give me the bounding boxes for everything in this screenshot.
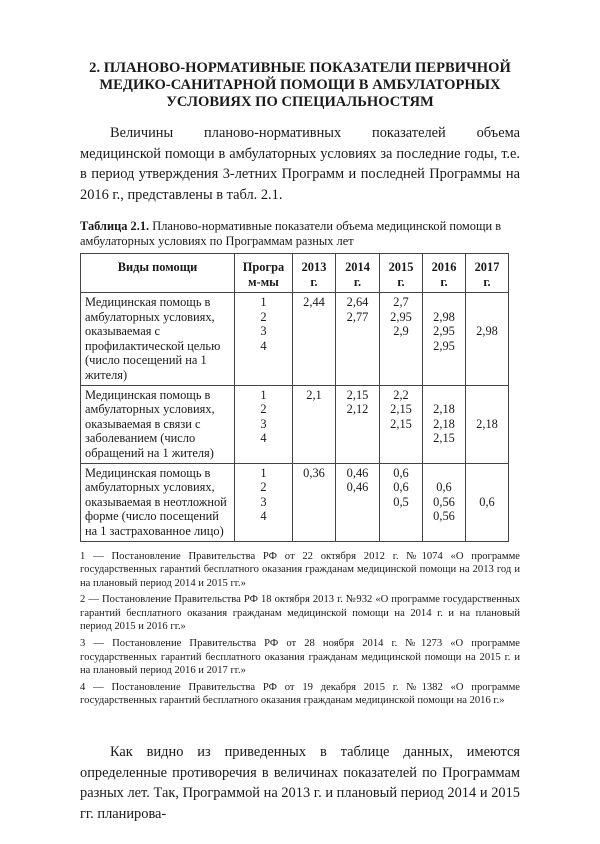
footnote: 1 — Постановление Правительства РФ от 22 октября 2012 г. №1074 «О программе государственных гарантий бесплатного оказания гражданам медицинской помощи на 2013 год и на плановый период 2014 и 2015 гг.» <box>80 550 520 589</box>
cell-2017: 2,98 <box>466 293 509 386</box>
table-row <box>81 463 509 541</box>
cell-2017: 2,18 <box>466 385 509 463</box>
cell-2015: 0,6 0,6 0,5 <box>380 463 423 541</box>
header-2017: 2017 г. <box>466 254 509 293</box>
cell-2015: 2,2 2,15 2,15 <box>380 385 423 463</box>
cell-2016: 0,6 0,56 0,56 <box>423 463 466 541</box>
table-header-row <box>81 254 509 293</box>
cell-type: Медицинская помощь в амбулаторных условиях, оказываемая в связи с заболеванием (число обращений на 1 жителя) <box>81 385 235 463</box>
cell-programs: 1 2 3 4 <box>235 385 293 463</box>
footnote: 3 — Постановление Правительства РФ от 28 ноября 2014 г. №1273 «О программе государственных гарантий бесплатного оказания гражданам медицинской помощи на 2015 г. и на плановый период 2016 и 2017 гг.» <box>80 638 520 677</box>
cell-2013: 2,1 <box>293 385 336 463</box>
header-2016: 2016 г. <box>423 254 466 293</box>
table-row <box>81 293 509 386</box>
closing-paragraph: Как видно из приведенных в таблице данных, имеются определенные противоречия в величинах показателей по Программам разных лет. Так, Программой на 2013 г. и плановый период 2014 и 2015 гг. планирова- <box>80 744 520 822</box>
footnote: 4 — Постановление Правительства РФ от 19 декабря 2015 г. №1382 «О программе государственных гарантий бесплатного оказания гражданам медицинской помощи на 2016 г.» <box>80 681 520 707</box>
cell-2016: 2,98 2,95 2,95 <box>423 293 466 386</box>
header-2015: 2015 г. <box>380 254 423 293</box>
cell-type: Медицинская помощь в амбулаторных условиях, оказываемая в неотложной форме (число посещений на 1 застрахованное лицо) <box>81 463 235 541</box>
cell-programs: 1 2 3 4 <box>235 293 293 386</box>
table-caption-label: Таблица 2.1. <box>80 219 150 233</box>
table-caption <box>80 219 520 249</box>
cell-2016: 2,18 2,18 2,15 <box>423 385 466 463</box>
table-row <box>81 385 509 463</box>
table-caption-text: Планово-нормативные показатели объема медицинской помощи в амбулаторных условиях по Программам разных лет <box>80 219 502 248</box>
cell-2014: 0,46 0,46 <box>336 463 380 541</box>
header-2013: 2013 г. <box>293 254 336 293</box>
intro-paragraph: Величины планово-нормативных показателей объема медицинской помощи в амбулаторных условиях за последние годы, т.е. в период утверждения 3-летних Программ и последней Программы на 2016 г., представлены в табл. 2.1. <box>80 125 520 203</box>
indicators-table <box>80 253 509 542</box>
section-heading: 2. ПЛАНОВО-НОРМАТИВНЫЕ ПОКАЗАТЕЛИ ПЕРВИЧНОЙ МЕДИКО-САНИТАРНОЙ ПОМОЩИ В АМБУЛАТОРНЫХ УСЛОВИЯХ ПО СПЕЦИАЛЬНОСТЯМ <box>89 60 511 110</box>
cell-2013: 0,36 <box>293 463 336 541</box>
cell-2014: 2,15 2,12 <box>336 385 380 463</box>
cell-2013: 2,44 <box>293 293 336 386</box>
document-page <box>80 0 520 844</box>
cell-2015: 2,7 2,95 2,9 <box>380 293 423 386</box>
header-programs: Програм-мы <box>235 254 293 293</box>
cell-type: Медицинская помощь в амбулаторных условиях, оказываемая с профилактической целью (число посещений на 1 жителя) <box>81 293 235 386</box>
header-type: Виды помощи <box>81 254 235 293</box>
cell-2017: 0,6 <box>466 463 509 541</box>
cell-2014: 2,64 2,77 <box>336 293 380 386</box>
cell-programs: 1 2 3 4 <box>235 463 293 541</box>
header-2014: 2014 г. <box>336 254 380 293</box>
footnote: 2 — Постановление Правительства РФ 18 октября 2013 г. №932 «О программе государственных гарантий бесплатного оказания гражданам медицинской помощи на 2014 г. и на плановый период 2015 и 2016 гг.» <box>80 594 520 633</box>
footnotes <box>80 550 520 709</box>
